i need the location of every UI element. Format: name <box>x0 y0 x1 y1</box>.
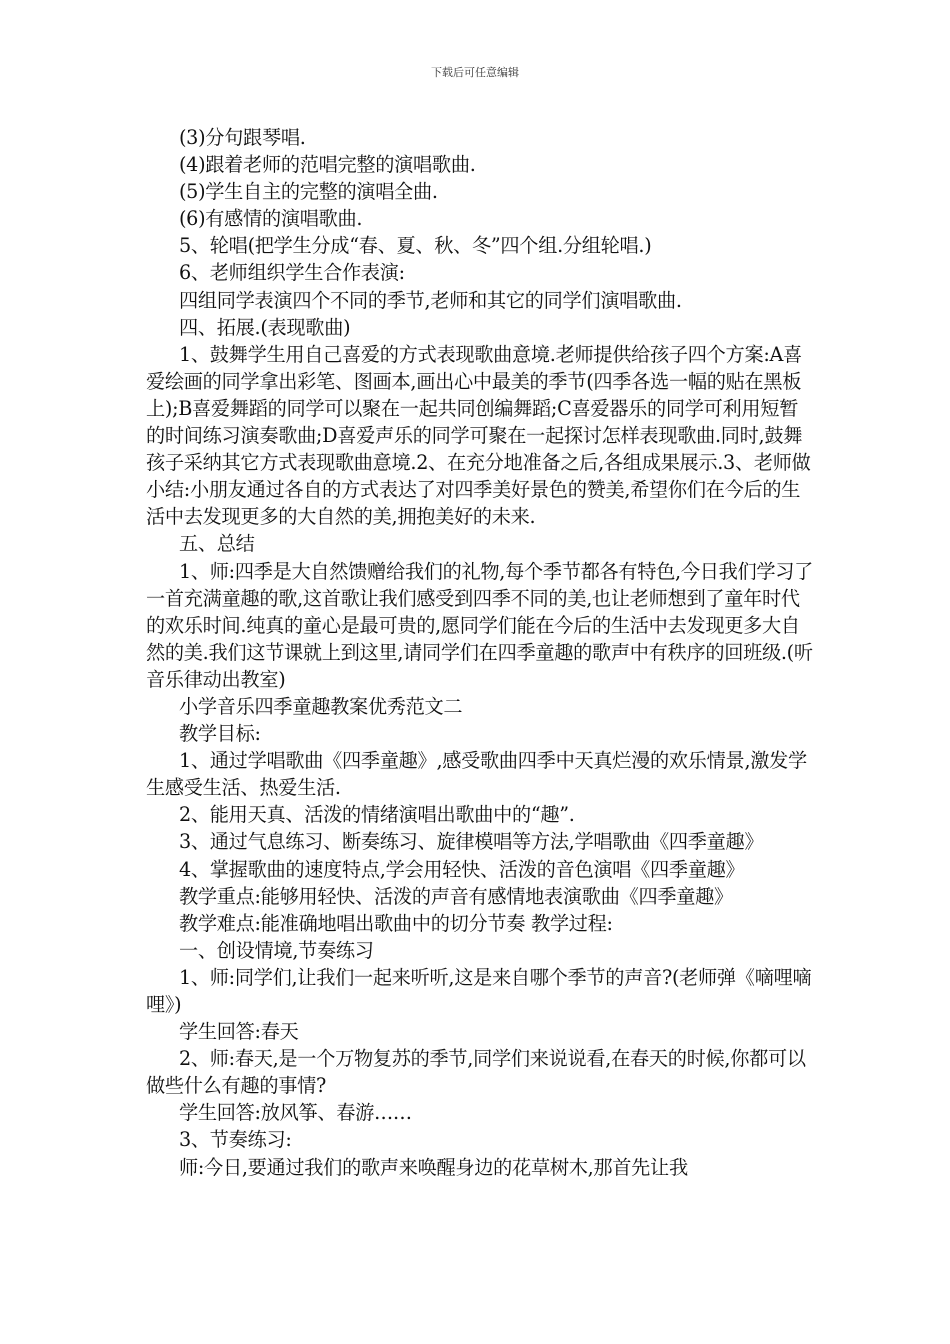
paragraph: 4、掌握歌曲的速度特点,学会用轻快、活泼的音色演唱《四季童趣》 <box>179 857 745 881</box>
paragraph: (5)学生自主的完整的演唱全曲. <box>179 180 438 204</box>
paragraph: 6、老师组织学生合作表演: <box>179 261 405 285</box>
paragraph: 1、师:同学们,让我们一起来听听,这是来自哪个季节的声音?(老师弹《嘀哩嘀哩》) <box>146 965 812 1016</box>
paragraph: 学生回答:春天 <box>179 1020 299 1044</box>
paragraph: 2、师:春天,是一个万物复苏的季节,同学们来说说看,在春天的时候,你都可以做些什么有趣的事情? <box>146 1047 806 1098</box>
paragraph: 1、通过学唱歌曲《四季童趣》,感受歌曲四季中天真烂漫的欢乐情景,激发学生感受生活、热爱生活. <box>146 749 807 800</box>
paragraph: 3、通过气息练习、断奏练习、旋律模唱等方法,学唱歌曲《四季童趣》 <box>179 830 764 854</box>
paragraph: 教学重点:能够用轻快、活泼的声音有感情地表演歌曲《四季童趣》 <box>179 884 733 908</box>
paragraph: 四组同学表演四个不同的季节,老师和其它的同学们演唱歌曲. <box>179 288 682 312</box>
paragraph: 教学难点:能准确地唱出歌曲中的切分节奏 教学过程: <box>179 911 613 935</box>
paragraph: 五、总结 <box>179 532 255 556</box>
paragraph: 3、节奏练习: <box>179 1128 292 1152</box>
paragraph: 小学音乐四季童趣教案优秀范文二 <box>179 694 463 718</box>
paragraph: (3)分句跟琴唱. <box>179 126 306 149</box>
paragraph: 5、轮唱(把学生分成“春、夏、秋、冬”四个组.分组轮唱.) <box>179 234 652 258</box>
page-header: 下载后可任意编辑 <box>431 66 519 79</box>
paragraph: 师:今日,要通过我们的歌声来唤醒身边的花草树木,那首先让我 <box>179 1155 688 1179</box>
paragraph: 1、师:四季是大自然馈赠给我们的礼物,每个季节都各有特色,今日我们学习了一首充满童趣的歌,这首歌让我们感受到四季不同的美,也让老师想到了童年时代的欢乐时间.纯真的童心是最可贵的,愿同学们能在今后的生活中去发现更多大自然的美.我们这节课就上到这里,请同学们在四季童趣的歌声中有秩序的回班级.(听音乐律动出教室) <box>146 559 814 691</box>
document-body <box>146 124 814 1181</box>
paragraph: (6)有感情的演唱歌曲. <box>179 207 363 231</box>
paragraph: 四、拓展.(表现歌曲) <box>179 315 351 339</box>
paragraph: 学生回答:放风筝、春游…… <box>179 1101 412 1125</box>
paragraph: 一、创设情境,节奏练习 <box>179 938 374 962</box>
paragraph: 教学目标: <box>179 722 261 746</box>
paragraph: 2、能用天真、活泼的情绪演唱出歌曲中的“趣”. <box>179 803 575 827</box>
paragraph: (4)跟着老师的范唱完整的演唱歌曲. <box>179 153 476 177</box>
paragraph: 1、鼓舞学生用自己喜爱的方式表现歌曲意境.老师提供给孩子四个方案:A喜爱绘画的同学拿出彩笔、图画本,画出心中最美的季节(四季各选一幅的贴在黑板上);B喜爱舞蹈的同学可以聚在一起共同创编舞蹈;C喜爱器乐的同学可利用短暂的时间练习演奏歌曲;D喜爱声乐的同学可聚在一起探讨怎样表现歌曲.同时,鼓舞孩子采纳其它方式表现歌曲意境.2、在充分地准备之后,各组成果展示.3、老师做小结:小朋友通过各自的方式表达了对四季美好景色的赞美,希望你们在今后的生活中去发现更多的大自然的美,拥抱美好的未来. <box>146 342 811 529</box>
